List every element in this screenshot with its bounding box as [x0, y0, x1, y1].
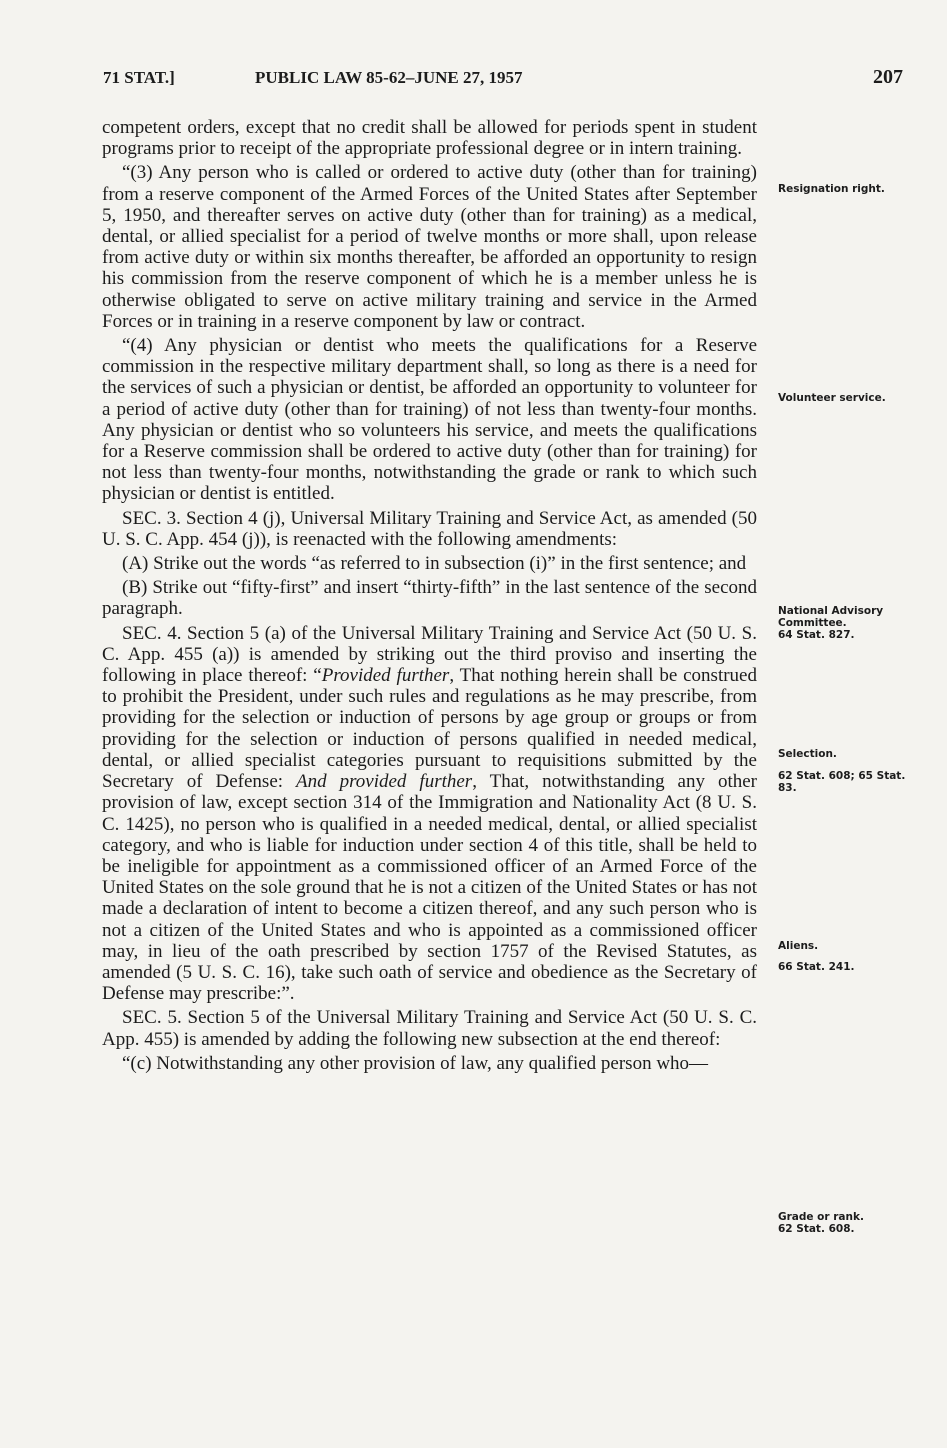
margin-note-title: Aliens. — [778, 940, 819, 952]
section-5 — [102, 1007, 757, 1049]
section-label: SEC. 3. — [122, 507, 181, 529]
section-text: Section 5 of the Universal Military Training and Service Act (50 U. S. C. App. 455) is amended by adding the following new subsection at the end thereof: — [102, 1007, 757, 1050]
margin-note-selection — [778, 748, 908, 794]
section-text: , That, notwithstanding any other provision of law, except section 314 of the Immigration and Nationality Act (8 U. S. C. 1425), no person who is qualified in a needed medical, dental, or allied specialist category, and who is liable for induction under section 4 of this title, shall be held to be ineligible for appointment as a commissioned officer of an Armed Force of the United States on the sole ground that he is not a citizen of the United States or has not made a declaration of intent to become a citizen thereof, and any such person who is not a citizen of the United States and who is appointed as a commissioned officer may, in lieu of the oath prescribed by section 1757 of the Revised Statutes, as amended (5 U. S. C. 16), take such oath of service and obedience as the Secretary of Defense may prescribe:”. — [102, 771, 758, 1005]
statute-volume: 71 STAT.] — [103, 68, 175, 87]
section-text: , That nothing herein shall be construed to prohibit the President, under such rules and regulations as he may prescribe, from providing for the selection or induction of persons by age group or groups or from providing for the selection or induction of persons qualified in needed medical, dental, or allied specialist categories pursuant to requisitions submitted by the Secretary of Defense: — [102, 665, 757, 793]
margin-note-aliens — [778, 940, 908, 973]
subsection-c: “(c) Notwithstanding any other provision of law, any qualified person who— — [122, 1052, 709, 1074]
margin-note-title: National Advisory Committee. — [778, 605, 884, 629]
margin-note-citation: 66 Stat. 241. — [778, 961, 855, 973]
amendment-a: (A) Strike out the words “as referred to in subsection (i)” in the first sentence; and — [122, 553, 747, 575]
section-label: SEC. 5. — [122, 1007, 182, 1029]
margin-note-citation: 62 Stat. 608; 65 Stat. 83. — [778, 770, 906, 794]
section-3 — [102, 508, 757, 550]
paragraph-3: “(3) Any person who is called or ordered to active duty (other than for training) from a reserve component of the Armed Forces of the United States after September 5, 1950, and thereafter serves on active duty (other than for training) as a medical, dental, or allied specialist for a period of twelve months or more shall, upon release from active duty or within six months thereafter, be afforded an opportunity to resign his commission from the reserve component of which he is a member unless he is otherwise obligated to serve on active military training and service in the Armed Forces or in training in a reserve component by law or contract. — [102, 162, 757, 332]
margin-note-advisory — [778, 605, 908, 641]
section-4 — [102, 623, 757, 1005]
margin-note-title: Grade or rank. — [778, 1211, 864, 1223]
proviso-italic: Provided further — [321, 665, 450, 687]
page-header — [103, 66, 903, 92]
margin-note-volunteer: Volunteer service. — [778, 392, 886, 404]
margin-note-resignation: Resignation right. — [778, 183, 885, 195]
paragraph-4: “(4) Any physician or dentist who meets the qualifications for a Reserve commission in the respective military department shall, so long as there is a need for the services of such a physician or dentist, be afforded an opportunity to volunteer for a period of active duty (other than for training) of not less than twenty-four months. Any physician or dentist who so volunteers his service, and meets the qualifications for a Reserve commission shall be ordered to active duty (other than for training) for not less than twenty-four months, notwithstanding the grade or rank to which such physician or dentist is entitled. — [102, 335, 757, 505]
amendment-b: (B) Strike out “fifty-first” and insert “thirty-fifth” in the last sentence of the second paragraph. — [102, 577, 757, 620]
running-title: PUBLIC LAW 85-62–JUNE 27, 1957 — [255, 68, 523, 87]
section-text: Section 5 (a) of the Universal Military Training and Service Act (50 U. S. C. App. 455 (a)) is amended by striking out the third proviso and inserting the following in place thereof: “ — [102, 622, 757, 687]
proviso-italic: And provided further — [296, 771, 473, 793]
page-body — [102, 117, 757, 1077]
margin-note-citation: 64 Stat. 827. — [778, 629, 855, 641]
margin-note-citation: 62 Stat. 608. — [778, 1223, 855, 1235]
section-text: Section 4 (j), Universal Military Training and Service Act, as amended (50 U. S. C. App. 454 (j)), is reenacted with the following amendments: — [102, 507, 757, 550]
paragraph-continuation: competent orders, except that no credit shall be allowed for periods spent in student programs prior to receipt of the appropriate professional degree or in intern training. — [102, 117, 757, 160]
page-number: 207 — [873, 66, 903, 88]
section-label: SEC. 4. — [122, 622, 182, 644]
margin-note-grade — [778, 1211, 908, 1235]
margin-note-title: Selection. — [778, 748, 837, 760]
